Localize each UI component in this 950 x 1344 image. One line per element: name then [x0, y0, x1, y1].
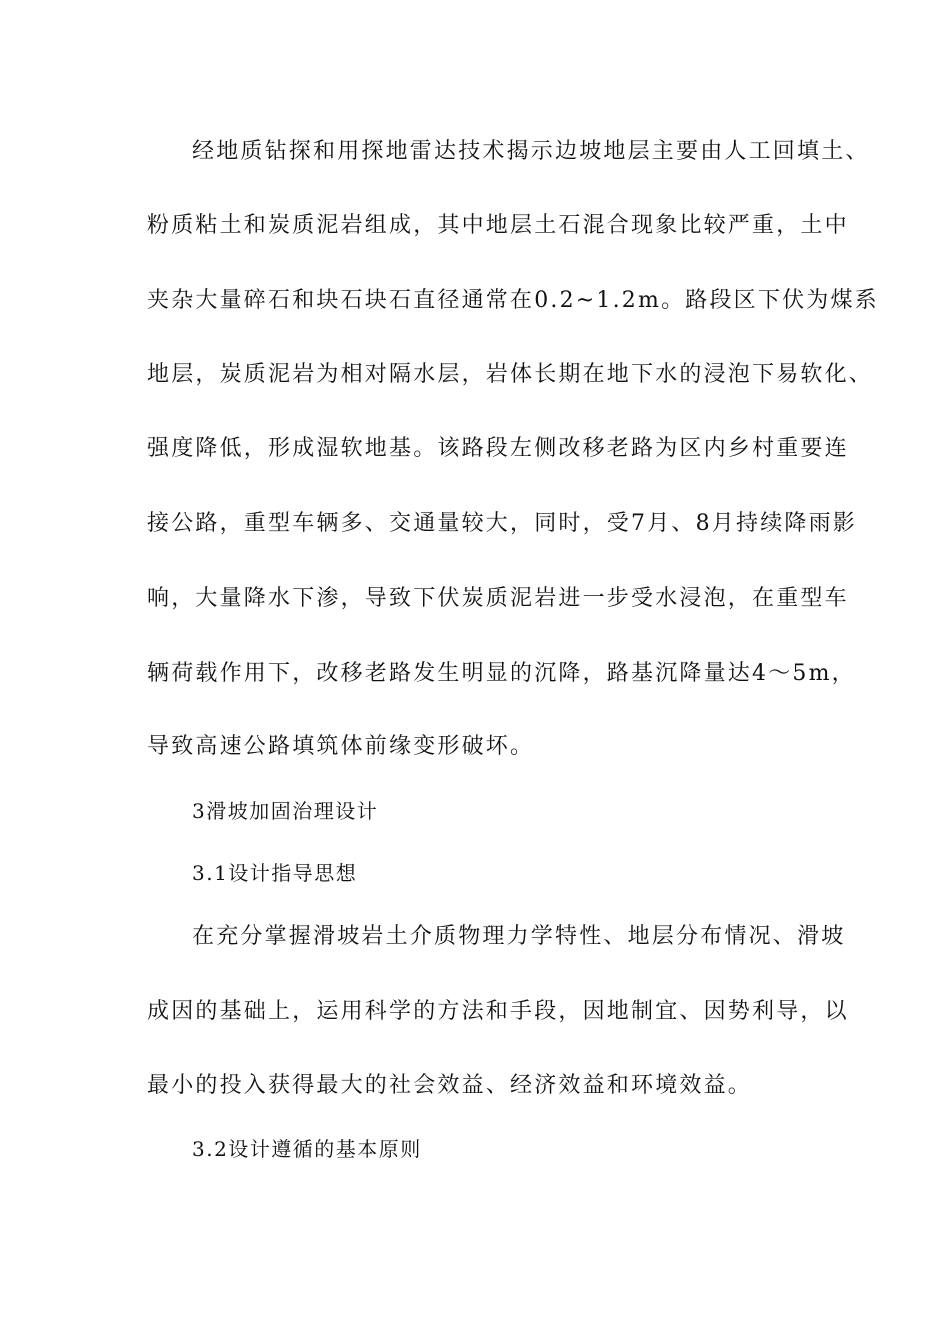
paragraph1-line-3: 夹杂大量碎石和块石块石直径通常在0.2~1.2m。路段区下伏为煤系	[147, 288, 879, 313]
paragraph1-line-4: 地层，炭质泥岩为相对隔水层，岩体长期在地下水的浸泡下易软化、	[147, 362, 874, 387]
paragraph2-line-3: 最小的投入获得最大的社会效益、经济效益和环境效益。	[147, 1073, 753, 1098]
paragraph1-line-1: 经地质钻探和用探地雷达技术揭示边坡地层主要由人工回填土、	[192, 139, 870, 164]
paragraph1-line-5: 强度降低，形成湿软地基。该路段左侧改移老路为区内乡村重要连	[147, 436, 849, 461]
paragraph1-line-2: 粉质粘土和炭质泥岩组成，其中地层土石混合现象比较严重，土中	[147, 213, 849, 238]
paragraph1-line-7: 响，大量降水下渗，导致下伏炭质泥岩进一步受水浸泡，在重型车	[147, 586, 849, 611]
section-3-1-heading: 3.1设计指导思想	[192, 861, 358, 885]
section-3-heading: 3滑坡加固治理设计	[192, 799, 379, 823]
paragraph1-line-6: 接公路，重型车辆多、交通量较大，同时，受7月、8月持续降雨影	[147, 511, 857, 536]
section-3-2-heading: 3.2设计遵循的基本原则	[192, 1137, 422, 1161]
paragraph1-line-8: 辆荷载作用下，改移老路发生明显的沉降，路基沉降量达4～5m，	[147, 661, 856, 686]
paragraph1-line-9: 导致高速公路填筑体前缘变形破坏。	[147, 734, 535, 759]
paragraph2-line-1: 在充分掌握滑坡岩土介质物理力学特性、地层分布情况、滑坡	[192, 924, 846, 949]
paragraph2-line-2: 成因的基础上，运用科学的方法和手段，因地制宜、因势利导，以	[147, 999, 849, 1024]
